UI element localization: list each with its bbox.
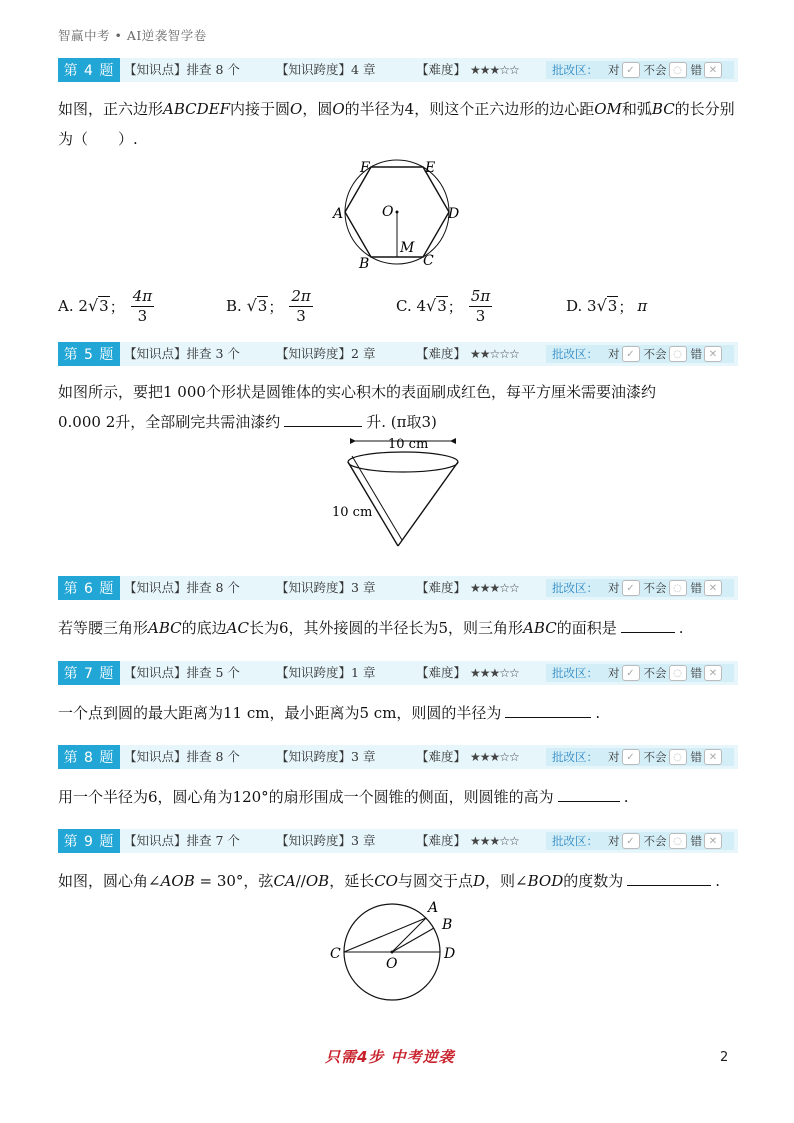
right-checkbox[interactable]: ✓ bbox=[622, 346, 640, 362]
span-value: 3 章 bbox=[351, 749, 376, 764]
wrong-label: 错 bbox=[690, 63, 702, 77]
review-area: 批改区： 对 ✓ 不会 ◌ 错 ✕ bbox=[546, 664, 734, 682]
answer-options bbox=[58, 284, 738, 328]
question-header-4 bbox=[58, 58, 738, 82]
question-number: 第 6 题 bbox=[58, 576, 120, 600]
label-e: E bbox=[425, 160, 436, 176]
knowledge-count: 排查 3 个 bbox=[186, 346, 240, 361]
span-value: 4 章 bbox=[351, 62, 376, 77]
answer-blank[interactable] bbox=[505, 701, 591, 718]
span-label: 【知识跨度】 bbox=[276, 62, 352, 77]
question-number: 第 5 题 bbox=[58, 342, 120, 366]
wrong-checkbox[interactable]: ✕ bbox=[704, 665, 722, 681]
difficulty-stars: ★★★☆☆ bbox=[470, 63, 519, 77]
knowledge-count: 排查 5 个 bbox=[186, 665, 240, 680]
answer-blank[interactable] bbox=[627, 869, 711, 886]
question-text-5: 如图所示，要把1 000个形状是圆锥体的实心积木的表面刷成红色，每平方厘米需要油漆约 0.000 2升，全部刷完共需油漆约 升. (π取3) bbox=[58, 383, 656, 431]
question-header-9: 第 9 题 【知识点】排查 7 个 【知识跨度】3 章 【难度】 ★★★☆☆ 批改区： 对 ✓ 不会 ◌ 错 ✕ bbox=[58, 829, 738, 853]
footer-logo: 只需4步 中考逆袭 bbox=[325, 1048, 455, 1066]
label-b: B bbox=[442, 917, 453, 933]
label-c: C bbox=[423, 253, 434, 269]
question-text-6: 若等腰三角形ABC的底边AC长为6，其外接圆的半径长为5，则三角形ABC的面积是 . bbox=[58, 613, 748, 643]
label-f: F bbox=[360, 160, 370, 176]
hexagon-figure bbox=[330, 152, 470, 276]
question-header-7: 第 7 题 【知识点】排查 5 个 【知识跨度】1 章 【难度】 ★★★☆☆ 批改区： 对 ✓ 不会 ◌ 错 ✕ bbox=[58, 661, 738, 685]
circle-figure bbox=[322, 888, 472, 1020]
label-m: M bbox=[400, 240, 415, 256]
span-value: 1 章 bbox=[351, 665, 376, 680]
unknown-label: 不会 bbox=[643, 63, 667, 77]
review-area: 批改区： 对 ✓ 不会 ◌ 错 ✕ bbox=[546, 345, 734, 363]
knowledge-count: 排查 8 个 bbox=[186, 749, 240, 764]
review-label: 批改区： bbox=[552, 63, 598, 77]
knowledge-count: 排查 8 个 bbox=[186, 62, 240, 77]
question-number: 第 9 题 bbox=[58, 829, 120, 853]
wrong-checkbox[interactable]: ✕ bbox=[704, 62, 722, 78]
wrong-checkbox[interactable]: ✕ bbox=[704, 346, 722, 362]
label-c: C bbox=[330, 946, 341, 962]
right-checkbox[interactable]: ✓ bbox=[622, 62, 640, 78]
question-text-8: 用一个半径为6，圆心角为120°的扇形围成一个圆锥的侧面，则圆锥的高为 . bbox=[58, 782, 748, 812]
difficulty-stars: ★★★☆☆ bbox=[470, 834, 519, 848]
review-area: 批改区： 对 ✓ 不会 ◌ 错 ✕ bbox=[546, 579, 734, 597]
label-o: O bbox=[382, 204, 394, 220]
option-b[interactable]: B. √ 3 ； $\frac{2\pi}{3}$ bbox=[226, 286, 311, 325]
span-value: 3 章 bbox=[351, 580, 376, 595]
right-label: 对 bbox=[608, 63, 620, 77]
answer-blank[interactable] bbox=[284, 410, 362, 427]
difficulty-label: 【难度】 bbox=[416, 62, 467, 77]
cone-figure bbox=[330, 434, 470, 558]
knowledge-count: 排查 7 个 bbox=[186, 833, 240, 848]
question-header-6: 第 6 题 【知识点】排查 8 个 【知识跨度】3 章 【难度】 ★★★☆☆ 批改区： 对 ✓ 不会 ◌ 错 ✕ bbox=[58, 576, 738, 600]
option-d[interactable]: D. 3 √ 3 ； π bbox=[566, 296, 648, 316]
question-number: 第 4 题 bbox=[58, 58, 120, 82]
label-o: O bbox=[386, 956, 398, 972]
wrong-checkbox[interactable]: ✕ bbox=[704, 749, 722, 765]
page-number: 2 bbox=[720, 1050, 729, 1065]
question-text-4: 如图，正六边形ABCDEF内接于圆O，圆O的半径为4，则这个正六边形的边心距OM和弧BC的长分别为（ ）. bbox=[58, 100, 735, 148]
question-header-5: 第 5 题 【知识点】排查 3 个 【知识跨度】2 章 【难度】 ★★☆☆☆ 批改区： 对 ✓ 不会 ◌ 错 ✕ bbox=[58, 342, 738, 366]
diameter-label: 10 cm bbox=[388, 437, 429, 452]
wrong-checkbox[interactable]: ✕ bbox=[704, 833, 722, 849]
difficulty-stars: ★★★☆☆ bbox=[470, 750, 519, 764]
difficulty-stars: ★★★☆☆ bbox=[470, 581, 519, 595]
unknown-checkbox[interactable]: ◌ bbox=[669, 62, 687, 78]
answer-blank[interactable] bbox=[558, 785, 620, 802]
option-c[interactable]: C. 4 √ 3 ； $\frac{5\pi}{3}$ bbox=[396, 286, 491, 325]
difficulty-stars: ★★☆☆☆ bbox=[470, 347, 519, 361]
unknown-checkbox[interactable]: ◌ bbox=[669, 833, 687, 849]
slant-label: 10 cm bbox=[332, 505, 373, 520]
label-a: A bbox=[333, 206, 344, 222]
right-checkbox[interactable]: ✓ bbox=[622, 749, 640, 765]
question-text-7: 一个点到圆的最大距离为11 cm，最小距离为5 cm，则圆的半径为 . bbox=[58, 698, 748, 728]
question-number: 第 7 题 bbox=[58, 661, 120, 685]
unknown-checkbox[interactable]: ◌ bbox=[669, 749, 687, 765]
knowledge-count: 排查 8 个 bbox=[186, 580, 240, 595]
review-area: 批改区： 对 ✓ 不会 ◌ 错 ✕ bbox=[546, 748, 734, 766]
question-header-8: 第 8 题 【知识点】排查 8 个 【知识跨度】3 章 【难度】 ★★★☆☆ 批改区： 对 ✓ 不会 ◌ 错 ✕ bbox=[58, 745, 738, 769]
right-checkbox[interactable]: ✓ bbox=[622, 580, 640, 596]
option-a[interactable]: A. 2 √ 3 ； $\frac{4\pi}{3}$ bbox=[58, 286, 153, 325]
answer-blank[interactable] bbox=[621, 616, 675, 633]
question-number: 第 8 题 bbox=[58, 745, 120, 769]
wrong-checkbox[interactable]: ✕ bbox=[704, 580, 722, 596]
label-d: D bbox=[448, 206, 460, 222]
right-checkbox[interactable]: ✓ bbox=[622, 833, 640, 849]
unknown-checkbox[interactable]: ◌ bbox=[669, 580, 687, 596]
unknown-checkbox[interactable]: ◌ bbox=[669, 346, 687, 362]
span-value: 3 章 bbox=[351, 833, 376, 848]
running-head: 智赢中考 • AI逆袭智学卷 bbox=[58, 28, 207, 43]
question-text-9: 如图，圆心角∠AOB = 30°，弦CA//OB，延长CO与圆交于点D，则∠BOD的度数为 . bbox=[58, 866, 748, 896]
review-area: 批改区： 对 ✓ 不会 ◌ 错 ✕ bbox=[546, 832, 734, 850]
label-d: D bbox=[444, 946, 456, 962]
right-checkbox[interactable]: ✓ bbox=[622, 665, 640, 681]
review-area bbox=[546, 61, 734, 79]
knowledge-label: 【知识点】 bbox=[124, 62, 187, 77]
label-b: B bbox=[359, 256, 370, 272]
label-a: A bbox=[428, 900, 439, 916]
difficulty-stars: ★★★☆☆ bbox=[470, 666, 519, 680]
span-value: 2 章 bbox=[351, 346, 376, 361]
unknown-checkbox[interactable]: ◌ bbox=[669, 665, 687, 681]
